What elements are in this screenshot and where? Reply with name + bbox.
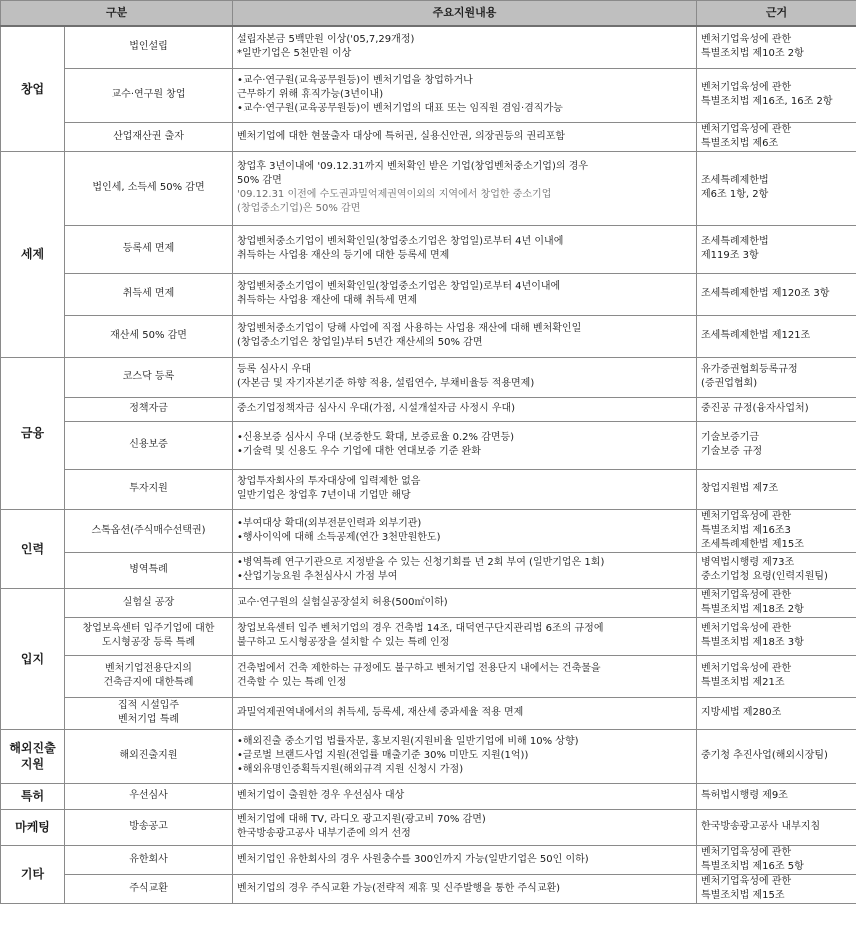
content-line: '09.12.31 이전에 수도권과밀억제권역이외의 지역에서 창업한 중소기업	[237, 189, 552, 200]
content-cell	[233, 697, 697, 729]
basis-cell	[697, 509, 856, 552]
category-cell	[1, 845, 65, 903]
content-line: 벤처기업의 경우 주식교환 가능(전략적 제휴 및 신주발행을 통한 주식교환)	[237, 882, 561, 894]
item-label: 병역특례	[129, 564, 168, 575]
item-cell	[65, 845, 233, 874]
content-cell	[233, 273, 697, 315]
content-line: *일반기업은 5천만원 이상	[237, 48, 352, 60]
table-row	[1, 26, 856, 68]
basis-line: 유가증권협회등록규정	[701, 364, 798, 375]
basis-cell	[697, 655, 856, 697]
content-line: •교수·연구원(교육공무원등)이 벤처기업의 대표 또는 임직원 겸임·겸직가능	[237, 103, 563, 114]
basis-cell	[697, 845, 856, 874]
content-line: 교수·연구원의 실험실공장설치 허용(500㎡이하)	[237, 596, 448, 608]
item-label: 해외진출지원	[119, 750, 178, 761]
content-line: 창업벤처중소기업이 당해 사업에 직접 사용하는 사업용 재산에 대해 벤처확인일	[237, 323, 582, 334]
table-row	[1, 552, 856, 588]
item-label: 벤처기업전용단지의	[105, 663, 192, 674]
basis-line: 특별조치법 제18조 2항	[701, 603, 804, 615]
item-cell	[65, 26, 233, 68]
basis-line: 특별조치법 제15조	[701, 889, 785, 901]
content-line: (창업중소기업은 창업일)부터 5년간 재산세의 50% 감면	[237, 337, 483, 348]
category-label: 기타	[20, 867, 45, 881]
content-line: 창업벤처중소기업이 벤처확인일(창업중소기업은 창업일)로부터 4년 이내에	[237, 236, 564, 247]
content-line: 벤처기업이 출원한 경우 우선심사 대상	[237, 790, 405, 801]
table-row	[1, 617, 856, 655]
content-cell	[233, 315, 697, 357]
content-line: 한국방송광고공사 내부기준에 의거 선정	[237, 828, 411, 839]
category-cell	[1, 151, 65, 357]
table-row	[1, 273, 856, 315]
basis-line: 조세특례제한법	[701, 236, 769, 247]
item-label: 교수·연구원 창업	[111, 89, 186, 100]
item-label: 재산세 50% 감면	[110, 330, 187, 341]
basis-line: 벤처기업육성에 관한	[701, 123, 792, 135]
category-label: 인력	[20, 541, 45, 556]
content-line: •산업기능요원 추천심사시 가점 부여	[237, 571, 398, 582]
content-line: 설립자본금 5백만원 이상('05,7,29개정)	[237, 34, 415, 46]
content-line: 벤처기업인 유한회사의 경우 사원충수를 300인까지 가능(일반기업은 50인 이하)	[237, 853, 589, 865]
content-line: 중소기업정책자금 심사시 우대(가점, 시설개설자금 사정시 우대)	[237, 403, 516, 414]
item-label: 신용보증	[129, 439, 168, 450]
content-cell	[233, 469, 697, 509]
content-line: 과밀억제권역내에서의 취득세, 등록세, 재산세 중과세율 적용 면제	[237, 707, 524, 718]
item-label: 취득세 면제	[122, 288, 175, 299]
category-cell	[1, 509, 65, 588]
category-cell	[1, 588, 65, 729]
item-cell	[65, 397, 233, 421]
basis-line: 조세특례제한법 제121조	[701, 330, 811, 341]
basis-cell	[697, 68, 856, 122]
content-line: •교수·연구원(교육공무원등)이 벤처기업을 창업하거나	[237, 75, 473, 86]
table-row	[1, 655, 856, 697]
table-row	[1, 315, 856, 357]
basis-cell	[697, 783, 856, 809]
basis-line: 조세특례제한법 제15조	[701, 538, 804, 550]
item-label: 법인설립	[129, 41, 168, 53]
content-line: 취득하는 사업용 재산의 등기에 대한 등록세 면제	[237, 250, 450, 261]
basis-line: 특별조치법 제16조, 16조 2항	[701, 96, 833, 107]
table-row	[1, 122, 856, 151]
table-row	[1, 697, 856, 729]
basis-line: 조세특례제한법 제120조 3항	[701, 288, 830, 299]
basis-line: 특별조치법 제6조	[701, 137, 779, 149]
category-cell	[1, 729, 65, 783]
content-line: 50% 감면	[237, 175, 282, 186]
table-row	[1, 151, 856, 225]
item-cell	[65, 122, 233, 151]
item-label: 정책자금	[129, 403, 168, 414]
category-cell	[1, 809, 65, 845]
content-line: •부여대상 확대(외부전문인력과 외부기관)	[237, 517, 422, 529]
item-cell	[65, 809, 233, 845]
basis-cell	[697, 26, 856, 68]
item-cell	[65, 68, 233, 122]
category-cell	[1, 357, 65, 509]
item-cell	[65, 273, 233, 315]
item-cell	[65, 469, 233, 509]
content-line: 창업후 3년이내에 '09.12.31까지 벤처확인 받은 기업(창업벤처중소기업)의 경우	[237, 161, 589, 172]
content-line: •신용보증 심사시 우대 (보증한도 확대, 보증료율 0.2% 감면등)	[237, 432, 515, 443]
item-label: 스톡옵션(주식매수선택권)	[91, 524, 206, 536]
table-row	[1, 874, 856, 903]
content-cell	[233, 588, 697, 617]
basis-line: (증권업협회)	[701, 378, 758, 389]
basis-line: 한국방송광고공사 내부지침	[701, 821, 821, 832]
content-line: •해외진출 중소기업 법률자문, 홍보지원(지원비율 일반기업에 비해 10% 상향)	[237, 736, 579, 747]
table-row	[1, 397, 856, 421]
content-line: (자본금 및 자기자본기준 하향 적용, 설립연수, 부채비율등 적용면제)	[237, 378, 535, 389]
item-label: 등록세 면제	[122, 243, 175, 254]
item-label: 실험실 공장	[122, 596, 175, 608]
basis-cell	[697, 469, 856, 509]
header-category: 구분	[1, 1, 233, 27]
item-label: 유한회사	[129, 853, 168, 865]
header-row	[1, 1, 856, 27]
content-line: 벤처기업에 대한 현물출자 대상에 특허권, 실용신안권, 의장권등의 권리포함	[237, 130, 566, 142]
basis-line: 특별조치법 제21조	[701, 677, 785, 688]
basis-line: 창업지원법 제7조	[701, 483, 779, 494]
basis-line: 중기청 추진사업(해외시장팀)	[701, 750, 828, 761]
category-label: 창업	[20, 81, 45, 96]
content-line: 건축할 수 있는 특례 인정	[237, 677, 347, 688]
basis-cell	[697, 315, 856, 357]
content-line: •글로벌 브랜드사업 지원(전업률 매출기준 30% 미만도 지원(1억))	[237, 750, 529, 761]
category-label: 특허	[20, 789, 45, 803]
basis-line: 벤처기업육성에 관한	[701, 589, 792, 601]
basis-cell	[697, 421, 856, 469]
content-cell	[233, 357, 697, 397]
content-line: 창업투자회사의 투자대상에 입력제한 없음	[237, 476, 421, 487]
category-label: 마케팅	[15, 820, 50, 834]
item-cell	[65, 697, 233, 729]
item-label: 창업보육센터 입주기업에 대한	[82, 623, 215, 634]
basis-line: 특별조치법 제18조 3항	[701, 637, 804, 648]
basis-line: 기술보증 규정	[701, 446, 763, 457]
category-label: 해외진출	[9, 741, 56, 755]
basis-cell	[697, 122, 856, 151]
table-row	[1, 225, 856, 273]
item-cell	[65, 509, 233, 552]
table-row	[1, 588, 856, 617]
basis-line: 지방세법 제280조	[701, 707, 782, 718]
basis-cell	[697, 588, 856, 617]
content-line: (창업중소기업)은 50% 감면	[237, 203, 361, 214]
content-cell	[233, 151, 697, 225]
table-row	[1, 845, 856, 874]
content-line: 근무하기 위해 휴직가능(3년이내)	[237, 89, 384, 100]
basis-cell	[697, 397, 856, 421]
table-body	[1, 26, 856, 903]
item-label: 법인세, 소득세 50% 감면	[92, 182, 205, 193]
content-line: •해외유명인증획득지원(해외규격 지원 신청시 가점)	[237, 764, 464, 775]
basis-line: 중진공 규정(융자사업처)	[701, 403, 809, 414]
basis-line: 특별조치법 제16조3	[701, 524, 791, 536]
item-label: 도시형공장 등록 특례	[101, 637, 196, 648]
content-cell	[233, 809, 697, 845]
content-line: 일반기업은 창업후 7년이내 기업만 해당	[237, 490, 411, 501]
category-label: 지원	[20, 757, 45, 771]
basis-line: 기술보증기금	[701, 432, 759, 443]
content-cell	[233, 729, 697, 783]
basis-line: 조세특례제한법	[701, 175, 769, 186]
basis-line: 특별조치법 제10조 2항	[701, 48, 804, 60]
content-line: 불구하고 도시형공장을 설치할 수 있는 특례 인정	[237, 637, 450, 648]
item-cell	[65, 655, 233, 697]
item-cell	[65, 552, 233, 588]
item-cell	[65, 617, 233, 655]
basis-line: 벤처기업육성에 관한	[701, 82, 792, 93]
item-label: 산업재산권 출자	[113, 130, 184, 142]
content-line: 취득하는 사업용 재산에 대해 취득세 면제	[237, 295, 418, 306]
item-label: 우선심사	[129, 790, 168, 801]
content-line: 건축법에서 건축 제한하는 규정에도 불구하고 벤처기업 전용단지 내에서는 건축물을	[237, 663, 601, 674]
content-cell	[233, 655, 697, 697]
header-basis: 근거	[697, 1, 856, 27]
item-label: 투자지원	[129, 483, 168, 494]
table-row	[1, 421, 856, 469]
basis-line: 벤처기업육성에 관한	[701, 510, 792, 522]
item-cell	[65, 783, 233, 809]
content-cell	[233, 68, 697, 122]
item-label: 건축금지에 대한특례	[103, 677, 194, 688]
item-cell	[65, 588, 233, 617]
content-line: 창업보육센터 입주 벤처기업의 경우 건축법 14조, 대덕연구단지관리법 6조의 규정에	[237, 623, 604, 634]
content-cell	[233, 509, 697, 552]
content-line: •행사이익에 대해 소득공제(연간 3천만원한도)	[237, 531, 441, 543]
table-row	[1, 469, 856, 509]
header-content: 주요지원내용	[233, 1, 697, 27]
basis-line: 벤처기업육성에 관한	[701, 623, 792, 634]
item-cell	[65, 421, 233, 469]
item-cell	[65, 225, 233, 273]
basis-line: 특허법시행령 제9조	[701, 790, 788, 801]
basis-line: 벤처기업육성에 관한	[701, 663, 792, 674]
content-cell	[233, 617, 697, 655]
basis-line: 제119조 3항	[701, 250, 759, 261]
content-cell	[233, 225, 697, 273]
item-cell	[65, 874, 233, 903]
basis-cell	[697, 617, 856, 655]
content-line: 벤처기업에 대해 TV, 라디오 광고지원(광고비 70% 감면)	[237, 814, 486, 825]
basis-line: 벤처기업육성에 관한	[701, 34, 792, 46]
item-label: 코스닥 등록	[122, 371, 175, 382]
basis-cell	[697, 874, 856, 903]
content-line: •기술력 및 신용도 우수 기업에 대한 연대보증 기준 완화	[237, 446, 481, 457]
basis-line: 제6조 1항, 2항	[701, 189, 769, 200]
basis-line: 벤처기업육성에 관한	[701, 846, 792, 858]
basis-cell	[697, 809, 856, 845]
table-row	[1, 357, 856, 397]
table-row	[1, 68, 856, 122]
item-cell	[65, 729, 233, 783]
basis-cell	[697, 552, 856, 588]
content-line: 창업벤처중소기업이 벤처확인일(창업중소기업은 창업일)로부터 4년이내에	[237, 281, 561, 292]
basis-cell	[697, 357, 856, 397]
basis-cell	[697, 225, 856, 273]
item-label: 방송공고	[129, 821, 168, 832]
content-line: •병역특례 연구기관으로 지정받을 수 있는 신청기회를 년 2회 부여 (일반기업은 1회)	[237, 557, 605, 568]
basis-cell	[697, 697, 856, 729]
category-cell	[1, 26, 65, 151]
content-cell	[233, 397, 697, 421]
item-cell	[65, 151, 233, 225]
basis-line: 벤처기업육성에 관한	[701, 875, 792, 887]
item-cell	[65, 315, 233, 357]
basis-cell	[697, 729, 856, 783]
category-label: 입지	[20, 651, 45, 666]
content-cell	[233, 874, 697, 903]
table-row	[1, 783, 856, 809]
basis-line: 병역법시행령 제73조	[701, 557, 795, 568]
content-cell	[233, 26, 697, 68]
table-row	[1, 729, 856, 783]
item-label: 벤처기업 특례	[117, 714, 180, 725]
content-cell	[233, 783, 697, 809]
content-cell	[233, 845, 697, 874]
category-cell	[1, 783, 65, 809]
category-label: 세제	[20, 247, 45, 261]
item-cell	[65, 357, 233, 397]
basis-line: 특별조치법 제16조 5항	[701, 860, 804, 872]
table-row	[1, 809, 856, 845]
item-label: 주식교환	[129, 882, 168, 894]
basis-line: 중소기업청 요령(인력지원팀)	[701, 571, 828, 582]
category-label: 금융	[20, 426, 45, 440]
content-cell	[233, 552, 697, 588]
item-label: 집적 시설입주	[117, 700, 180, 711]
basis-cell	[697, 273, 856, 315]
content-line: 등록 심사시 우대	[237, 364, 311, 375]
content-cell	[233, 122, 697, 151]
content-cell	[233, 421, 697, 469]
basis-cell	[697, 151, 856, 225]
table-row	[1, 509, 856, 552]
